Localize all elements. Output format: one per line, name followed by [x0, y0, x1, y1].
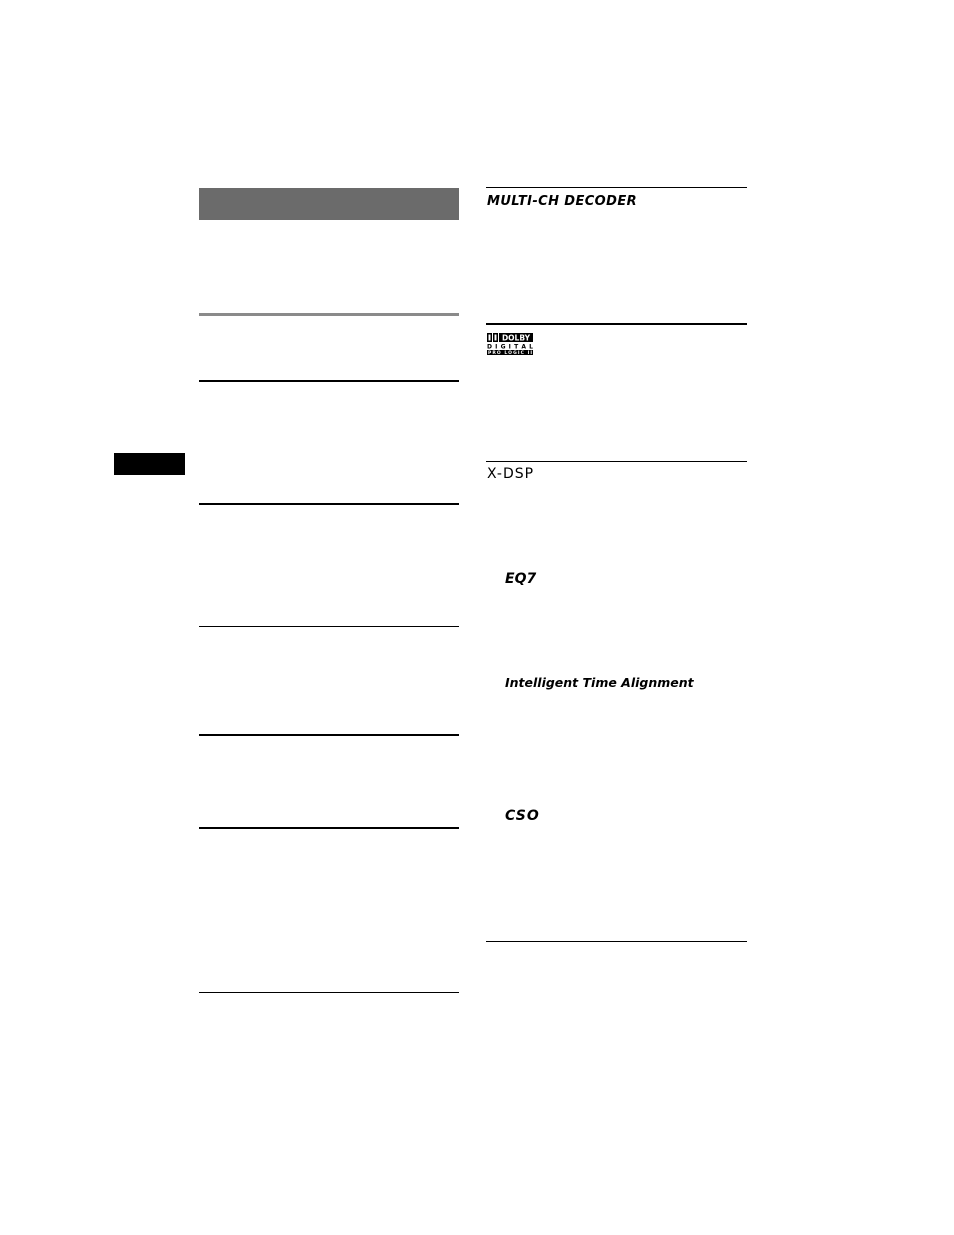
cso-logo: CSO	[505, 808, 540, 824]
section-divider	[199, 827, 459, 829]
section-divider	[199, 626, 459, 627]
multi-ch-decoder-logo: MULTI-CH DECODER	[487, 194, 638, 209]
dolby-digital-pro-logic-logo	[487, 333, 534, 355]
dolby-text: DOLBY	[501, 333, 531, 343]
logo-divider	[486, 323, 747, 325]
logo-divider	[486, 187, 747, 188]
logo-divider	[486, 461, 747, 462]
section-divider-grey	[199, 313, 459, 316]
section-divider	[199, 992, 459, 993]
logo-divider	[486, 941, 747, 942]
intelligent-time-alignment-logo: Intelligent Time Alignment	[505, 675, 694, 690]
eq7-logo: EQ7	[505, 571, 537, 587]
x-dsp-logo: X-DSP	[487, 466, 535, 482]
section-header-bar	[199, 188, 459, 220]
dolby-digital-text: D I G I T A L	[487, 343, 533, 351]
section-divider	[199, 734, 459, 736]
section-divider	[199, 380, 459, 382]
pro-logic-text: PRO LOGIC II	[488, 351, 532, 355]
section-divider	[199, 503, 459, 505]
side-index-tab	[114, 453, 185, 475]
